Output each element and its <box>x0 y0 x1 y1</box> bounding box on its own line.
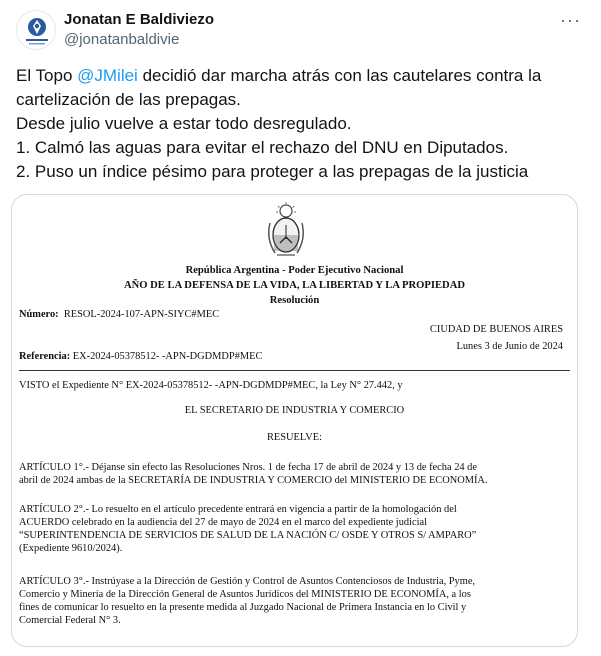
article-3 <box>19 575 569 627</box>
article-line: (Expediente 9610/2024). <box>19 543 123 554</box>
tweet-line <box>16 64 585 88</box>
article-1 <box>19 461 569 487</box>
document-reference-label: Referencia: <box>19 351 71 362</box>
organization-logo-icon <box>17 11 56 50</box>
document-secretario: EL SECRETARIO DE INDUSTRIA Y COMERCIO <box>184 405 405 416</box>
document-city: CIUDAD DE BUENOS AIRES <box>429 324 563 335</box>
article-line: ARTÍCULO 1°.- Déjanse sin efecto las Resoluciones Nros. 1 de fecha 17 de abril de 2024 y 13 de fecha 24 de <box>19 462 477 473</box>
article-line: ARTÍCULO 2°.- Lo resuelto en el artículo precedente entrará en vigencia a partir de la homologación del <box>19 504 457 515</box>
document-type: Resolución <box>269 295 320 306</box>
resolution-document <box>12 195 577 646</box>
document-reference <box>19 351 262 362</box>
divider <box>19 370 570 371</box>
tweet-line: 1. Calmó las aguas para evitar el rechazo del DNU en Diputados. <box>16 138 509 157</box>
mention-link[interactable]: @JMilei <box>77 66 138 85</box>
document-number-label: Número: <box>19 309 59 320</box>
document-reference-value: EX-2024-05378512- -APN-DGDMDP#MEC <box>72 351 263 362</box>
article-line: ARTÍCULO 3°.- Instrúyase a la Dirección de Gestión y Control de Asuntos Contenciosos de Industria, Pyme, <box>19 576 476 587</box>
tweet-text-fragment: El Topo <box>16 66 78 85</box>
avatar[interactable] <box>16 10 56 50</box>
author-name[interactable]: Jonatan E Baldiviezo <box>64 11 215 28</box>
author-handle[interactable]: @jonatanbaldivie <box>64 31 180 48</box>
tweet-text-fragment: decidió dar marcha atrás con las cautelares contra la <box>137 66 542 85</box>
article-line: Comercio y Minería de la Dirección General de Asuntos Jurídicos del MINISTERIO DE ECONOMÍA, a los <box>19 589 471 600</box>
article-2 <box>19 503 569 555</box>
article-line: abril de 2024 ambas de la SECRETARÍA DE INDUSTRIA Y COMERCIO del MINISTERIO DE ECONOMÍA. <box>19 475 488 486</box>
document-resuelve: RESUELVE: <box>266 432 323 443</box>
tweet-line: cartelización de las prepagas. <box>16 90 241 109</box>
article-line: Comercial Federal N° 3. <box>19 615 121 626</box>
article-line: “SUPERINTENDENCIA DE SERVICIOS DE SALUD DE LA NACIÓN C/ OSDE Y OTROS S/ AMPARO” <box>19 530 477 541</box>
tweet-line: 2. Puso un índice pésimo para proteger a las prepagas de la justicia <box>16 162 529 181</box>
attached-image[interactable] <box>11 194 578 647</box>
document-number <box>19 309 219 320</box>
article-line: ACUERDO celebrado en la audiencia del 27 de mayo de 2024 en el marco del expediente judicial <box>19 517 427 528</box>
more-options-icon[interactable]: ··· <box>560 10 581 30</box>
document-header-year: AÑO DE LA DEFENSA DE LA VIDA, LA LIBERTAD Y LA PROPIEDAD <box>123 280 466 291</box>
tweet-line: Desde julio vuelve a estar todo desregulado. <box>16 114 352 133</box>
national-coat-of-arms-icon <box>263 201 309 259</box>
document-visto: VISTO el Expediente N° EX-2024-05378512- -APN-DGDMDP#MEC, la Ley N° 27.442, y <box>19 380 403 391</box>
document-number-value: RESOL-2024-107-APN-SIYC#MEC <box>63 309 220 320</box>
article-line: fines de comunicar lo resuelto en la presente medida al Juzgado Nacional de Primera Instancia en lo Civil y <box>19 602 467 613</box>
document-header-republic: República Argentina - Poder Ejecutivo Nacional <box>185 265 404 276</box>
document-date: Lunes 3 de Junio de 2024 <box>456 341 563 352</box>
tweet-header <box>16 10 585 54</box>
tweet-text <box>16 64 585 184</box>
